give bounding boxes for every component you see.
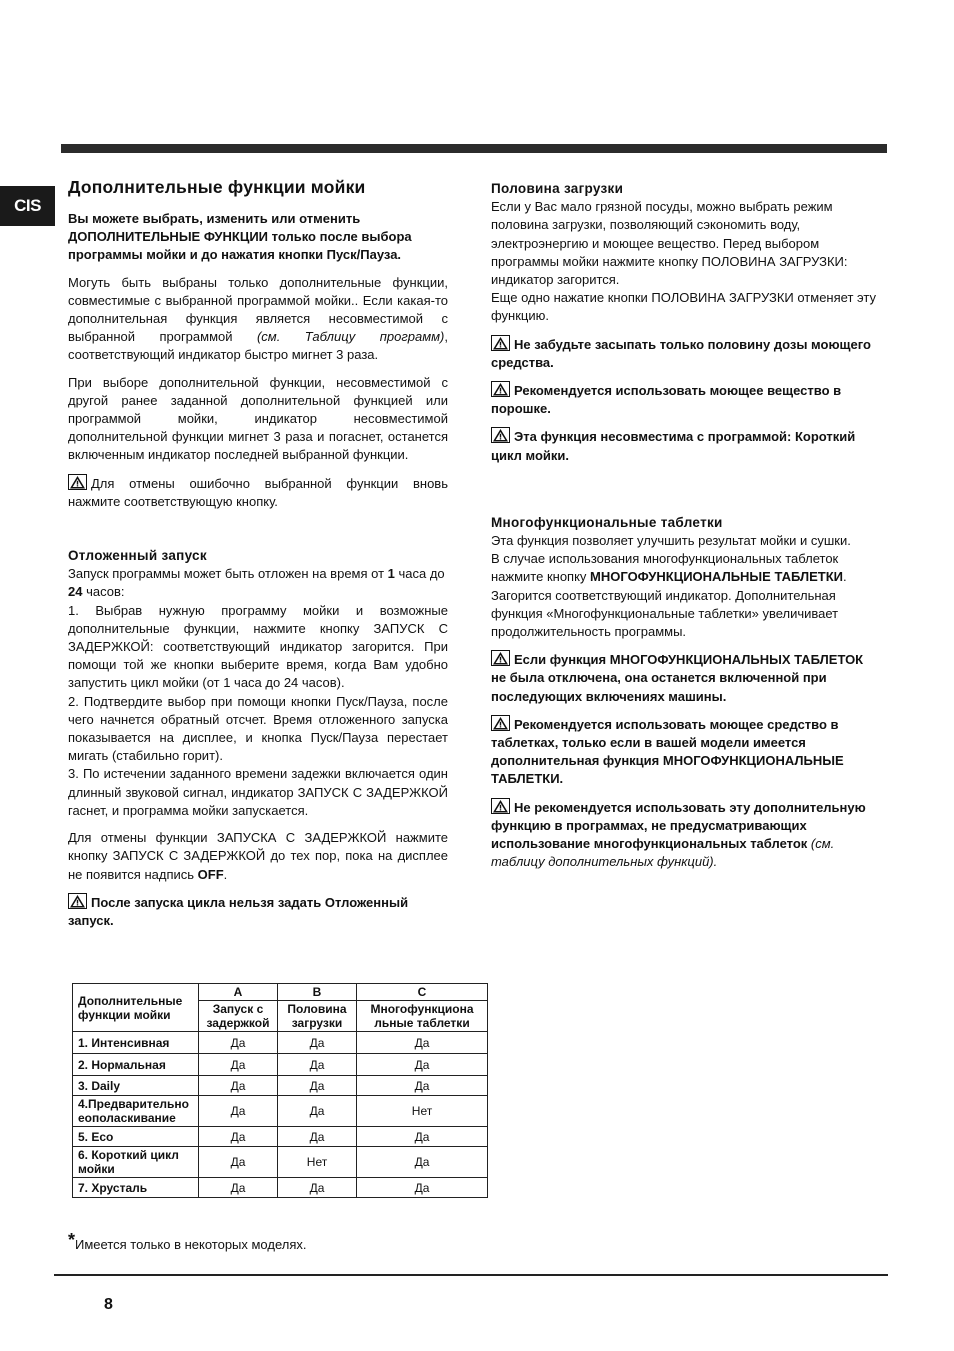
cell: Да bbox=[278, 1032, 357, 1054]
warning-icon bbox=[68, 893, 87, 909]
cell: Да bbox=[199, 1096, 278, 1127]
cell: Да bbox=[278, 1054, 357, 1076]
table-row bbox=[73, 1096, 488, 1127]
delay-title: Отложенный запуск bbox=[68, 548, 207, 564]
cell: Да bbox=[199, 1054, 278, 1076]
table-row bbox=[73, 1032, 488, 1054]
warning-tablets-1: Если функция МНОГОФУНКЦИОНАЛЬНЫХ ТАБЛЕТОК не была отключена, она останется включенной при последующих включениях машины. bbox=[491, 652, 864, 704]
table-corner: Дополнительные функции мойки bbox=[73, 984, 199, 1032]
bottom-rule bbox=[54, 1274, 888, 1276]
row-label: 3. Daily bbox=[73, 1076, 199, 1096]
column-header: Многофункциона льные таблетки bbox=[357, 1001, 488, 1032]
cell: Да bbox=[357, 1076, 488, 1096]
delay-intro: Запуск программы может быть отложен на время от 1 часа до 24 часов: bbox=[68, 566, 445, 600]
table-row bbox=[73, 1076, 488, 1096]
delay-cancel: Для отмены функции ЗАПУСКА С ЗАДЕРЖКОЙ нажмите кнопку ЗАПУСК С ЗАДЕРЖКОЙ до тех пор, пока на дисплее не появится надпись OFF. bbox=[68, 830, 448, 882]
warning-icon bbox=[491, 715, 510, 731]
warning-cancel: Для отмены ошибочно выбранной функции вновь нажмите соответствующую кнопку. bbox=[68, 475, 448, 509]
warning-tablets-2: Рекомендуется использовать моющее средство в таблетках, только если в вашей модели имеется дополнительная функция МНОГОФУНКЦИОНАЛЬНЫЕ ТАБЛЕТКИ. bbox=[491, 716, 844, 787]
cell: Да bbox=[357, 1054, 488, 1076]
page-number: 8 bbox=[104, 1296, 113, 1313]
left-column bbox=[68, 176, 448, 939]
cell: Да bbox=[278, 1178, 357, 1198]
table-header-letters bbox=[73, 984, 488, 1001]
column-letter: C bbox=[357, 984, 488, 1001]
cell: Да bbox=[199, 1076, 278, 1096]
cell: Да bbox=[357, 1127, 488, 1147]
cell: Нет bbox=[357, 1096, 488, 1127]
cell: Да bbox=[199, 1147, 278, 1178]
warning-half-2: Рекомендуется использовать моющее вещество в порошке. bbox=[491, 383, 842, 417]
warning-icon bbox=[68, 474, 87, 490]
warning-delay: После запуска цикла нельзя задать Отложенный запуск. bbox=[68, 894, 409, 928]
cell: Да bbox=[199, 1032, 278, 1054]
row-label: 7. Хрусталь bbox=[73, 1178, 199, 1198]
warning-icon bbox=[491, 798, 510, 814]
warning-icon bbox=[491, 381, 510, 397]
top-rule bbox=[61, 144, 887, 153]
warning-icon bbox=[491, 427, 510, 443]
language-tab: CIS bbox=[0, 186, 55, 226]
half-load-p1: Если у Вас мало грязной посуды, можно выбрать режим половина загрузки, позволяющий сэкономить воду, электроэнергию и моющее вещество. Перед выбором программы мойки нажмите кнопку ПОЛОВИНА ЗАГРУЗКИ: индикатор загорится. bbox=[491, 199, 848, 288]
right-column bbox=[491, 176, 876, 881]
row-label: 1. Интенсивная bbox=[73, 1032, 199, 1054]
delay-step-1: 1. Выбрав нужную программу мойки и возможные дополнительные функции, нажмите кнопку ЗАПУСК С ЗАДЕРЖКОЙ: соответствующий индикатор загорится. При помощи той же кнопки выберите время, когда Вам удобно запустить цикл мойки (от 1 часа до 24 часов). bbox=[68, 602, 448, 691]
cell: Да bbox=[357, 1178, 488, 1198]
column-header: Запуск с задержкой bbox=[199, 1001, 278, 1032]
delay-step-3: 3. По истечении заданного времени задежки включается один длинный звуковой сигнал, индикатор ЗАПУСК С ЗАДЕРЖКОЙ гаснет, и программа мойки запускается. bbox=[68, 766, 448, 818]
options-table bbox=[72, 983, 488, 1198]
row-label: 4.Предварительно еополаскивание bbox=[73, 1096, 199, 1127]
cell: Да bbox=[278, 1076, 357, 1096]
warning-half-3: Эта функция несовместима с программой: Короткий цикл мойки. bbox=[491, 429, 856, 463]
warning-icon bbox=[491, 650, 510, 666]
cell: Да bbox=[357, 1032, 488, 1054]
row-label: 2. Нормальная bbox=[73, 1054, 199, 1076]
tablets-title: Многофункциональные таблетки bbox=[491, 514, 723, 530]
cell: Да bbox=[357, 1147, 488, 1178]
table-row bbox=[73, 1054, 488, 1076]
half-load-p2: Еще одно нажатие кнопки ПОЛОВИНА ЗАГРУЗКИ отменяет эту функцию. bbox=[491, 290, 876, 324]
row-label: 5. Eco bbox=[73, 1127, 199, 1147]
warning-tablets-3: Не рекомендуется использовать эту дополнительную функцию в программах, не предусматривающих использование многофункциональных таблеток (см. таблицу дополнительных функций). bbox=[491, 799, 866, 870]
intro-paragraph: Вы можете выбрать, изменить или отменить ДОПОЛНИТЕЛЬНЫЕ ФУНКЦИИ только после выбора программы мойки и до нажатия кнопки Пуск/Пауза. bbox=[68, 211, 412, 263]
tablets-p1: Эта функция позволяет улучшить результат мойки и сушки. bbox=[491, 533, 851, 549]
table-row bbox=[73, 1127, 488, 1147]
tablets-p2: В случае использования многофункциональных таблеток нажмите кнопку МНОГОФУНКЦИОНАЛЬНЫЕ ТАБЛЕТКИ. Загорится соответствующий индикатор. Дополнительная функция «Многофункциональные таблетки» увеличивает продолжительность программы. bbox=[491, 551, 847, 640]
section-title: Дополнительные функции мойки bbox=[68, 177, 366, 197]
cell: Да bbox=[199, 1178, 278, 1198]
table-row bbox=[73, 1178, 488, 1198]
table-row bbox=[73, 1147, 488, 1178]
column-letter: A bbox=[199, 984, 278, 1001]
compat-paragraph: Могуть быть выбраны только дополнительные функции, совместимые с выбранной программой мойки.. Если какая-то дополнительная функция является несовместимой с выбранной программой (см. Таблицу программ), соответствующий индикатор быстро мигнет 3 раза. bbox=[68, 274, 448, 363]
warning-half-1: Не забудьте засыпать только половину дозы моющего средства. bbox=[491, 336, 871, 370]
column-letter: B bbox=[278, 984, 357, 1001]
warning-icon bbox=[491, 335, 510, 351]
row-label: 6. Короткий цикл мойки bbox=[73, 1147, 199, 1178]
cell: Да bbox=[278, 1096, 357, 1127]
half-load-title: Половина загрузки bbox=[491, 181, 624, 196]
delay-step-2: 2. Подтвердите выбор при помощи кнопки Пуск/Пауза, после чего начнется обратный отсчет. Время отложенного запуска показывается на дисплее, и кнопка Пуск/Пауза перестает мигать (стабильно горит). bbox=[68, 693, 448, 764]
incompat-paragraph: При выборе дополнительной функции, несовместимой с другой ранее заданной дополнительной функцией или программой мойки, индикатор несовместимой дополнительной функции мигнет 3 раза и погаснет, останется включенным индикатор последней выбранной функции. bbox=[68, 374, 448, 463]
cell: Да bbox=[199, 1127, 278, 1147]
cell: Нет bbox=[278, 1147, 357, 1178]
cell: Да bbox=[278, 1127, 357, 1147]
footnote: *Имеется только в некоторых моделях. bbox=[68, 1230, 307, 1252]
column-header: Половина загрузки bbox=[278, 1001, 357, 1032]
